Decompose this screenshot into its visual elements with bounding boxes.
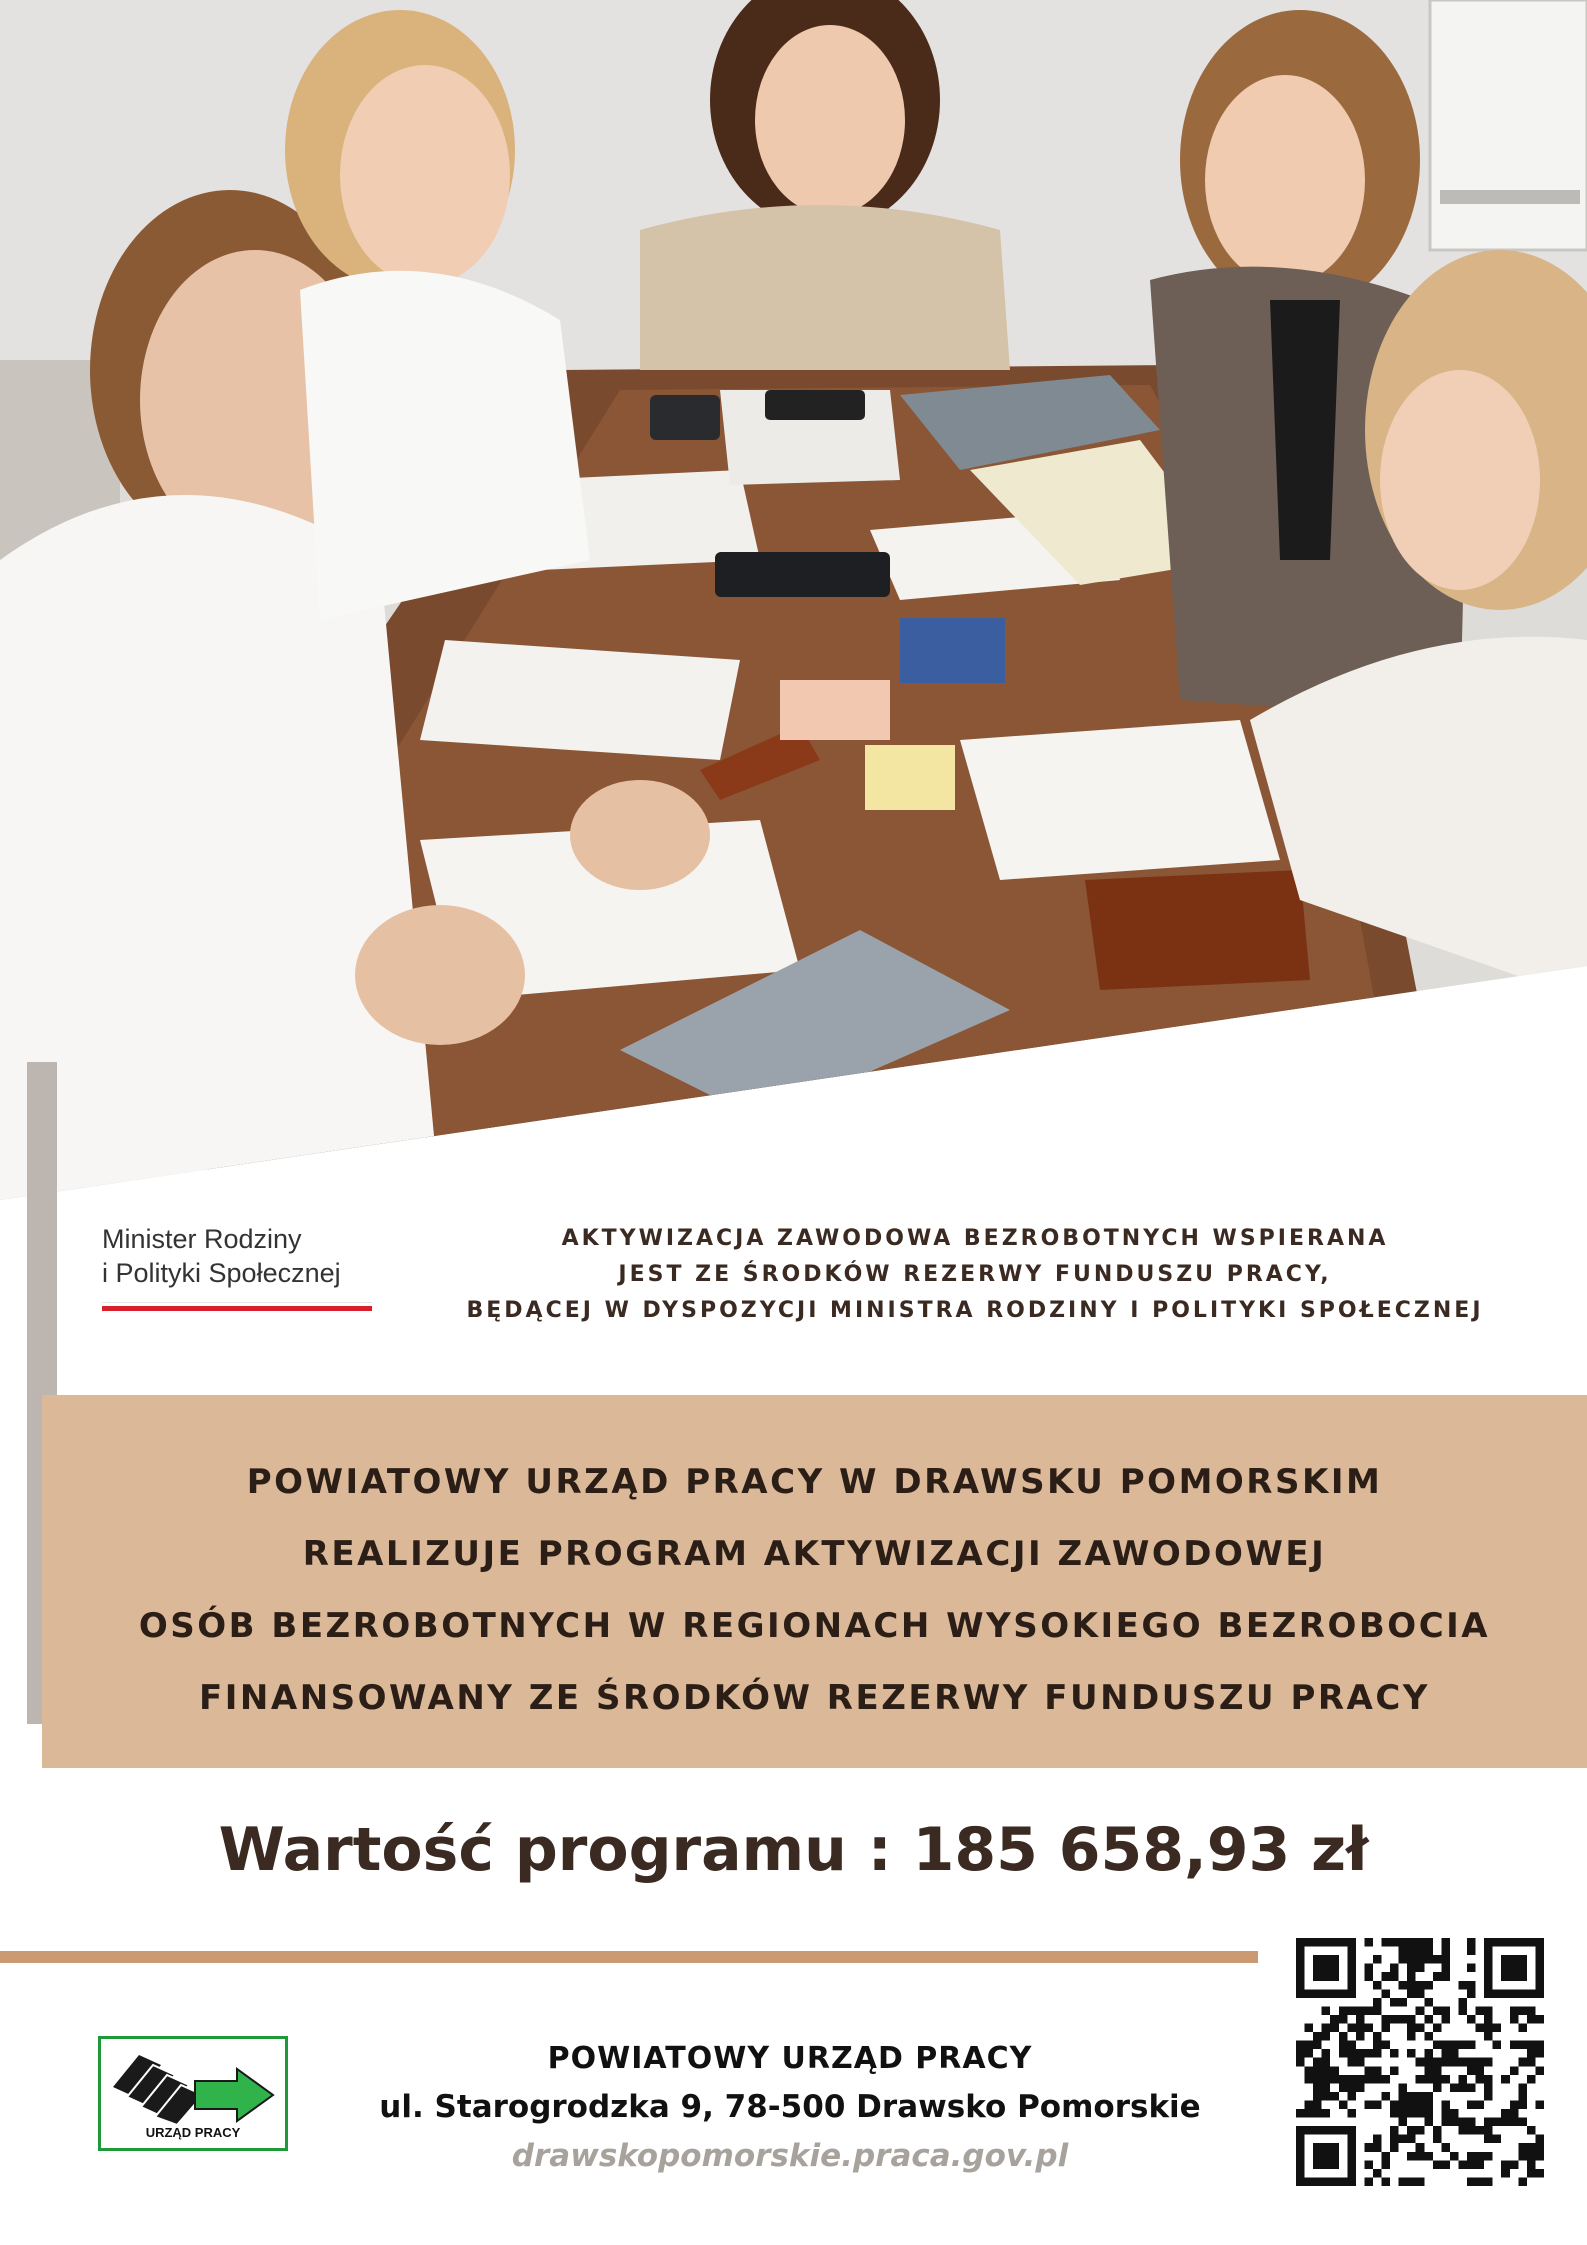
program-line1: POWIATOWY URZĄD PRACY W DRAWSKU POMORSKIM (246, 1462, 1383, 1502)
program-line2: REALIZUJE PROGRAM AKTYWIZACJI ZAWODOWEJ (302, 1534, 1327, 1574)
funding-note-line2: JEST ZE ŚRODKÓW REZERWY FUNDUSZU PRACY, (618, 1262, 1332, 1287)
qr-code-icon (1296, 1938, 1544, 2186)
program-value: Wartość programu : 185 658,93 zł (218, 1815, 1369, 1885)
qr-code[interactable] (1296, 1938, 1544, 2186)
funding-note (400, 1221, 1550, 1329)
minister-logo (102, 1222, 377, 1312)
minister-logo-line1: Minister Rodziny (102, 1224, 302, 1254)
office-logo (98, 2036, 288, 2151)
funding-note-line3: BĘDĄCEJ W DYSPOZYCJI MINISTRA RODZINY I POLITYKI SPOŁECZNEJ (466, 1298, 1484, 1323)
minister-logo-line2: i Polityki Społecznej (102, 1258, 341, 1288)
office-street-address: ul. Starogrodzka 9, 78-500 Drawsko Pomorskie (379, 2089, 1201, 2125)
office-logo-icon (109, 2045, 279, 2125)
program-line4: FINANSOWANY ZE ŚRODKÓW REZERWY FUNDUSZU PRACY (199, 1678, 1430, 1718)
program-description (42, 1446, 1587, 1734)
office-website[interactable]: drawskopomorskie.praca.gov.pl (511, 2138, 1069, 2174)
funding-note-line1: AKTYWIZACJA ZAWODOWA BEZROBOTNYCH WSPIERANA (561, 1226, 1389, 1251)
polish-flag-stripe (102, 1302, 372, 1312)
program-line3: OSÓB BEZROBOTNYCH W REGIONACH WYSOKIEGO BEZROBOCIA (138, 1606, 1491, 1646)
office-address (300, 2035, 1280, 2181)
office-logo-caption: URZĄD PRACY (145, 2125, 241, 2140)
divider-line (0, 1951, 1258, 1963)
office-name: POWIATOWY URZĄD PRACY (547, 2041, 1033, 2076)
